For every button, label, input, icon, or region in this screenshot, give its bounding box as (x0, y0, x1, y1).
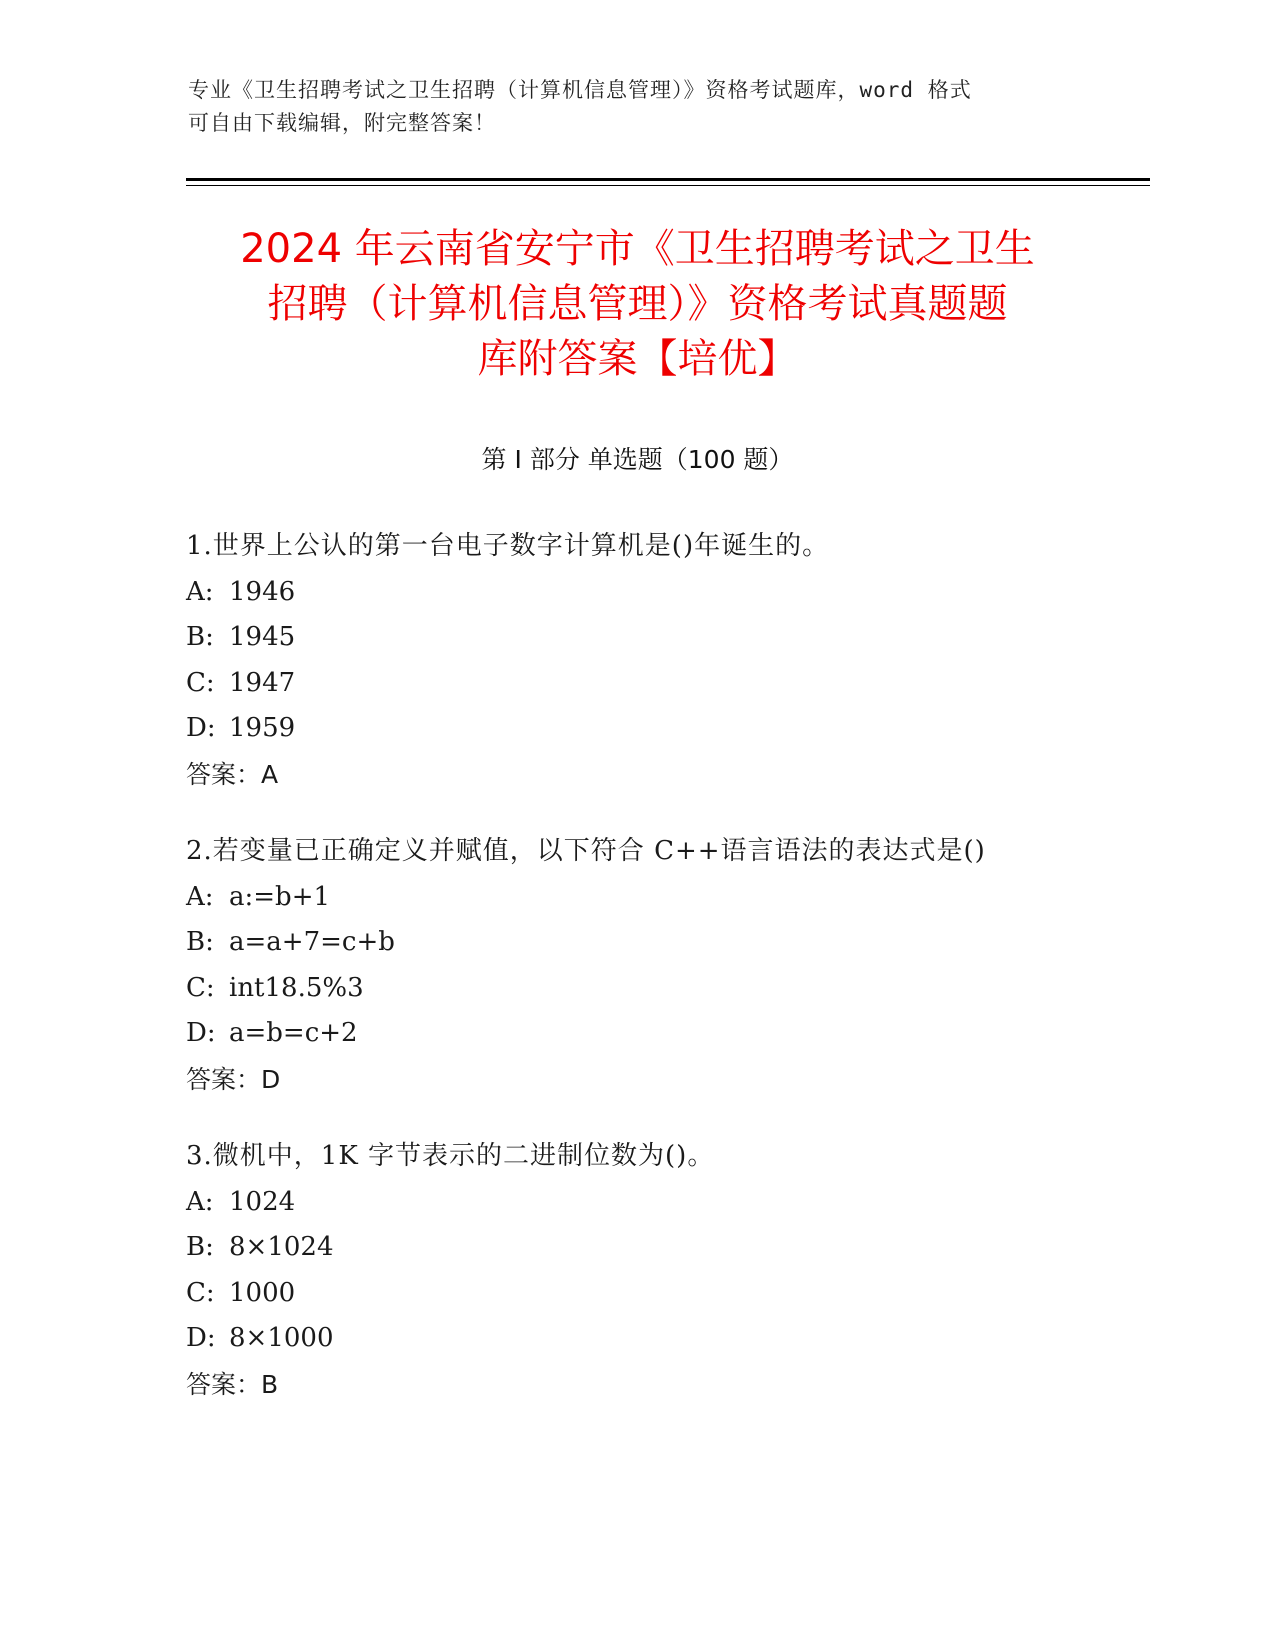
header-line-2: 可自由下载编辑，附完整答案！ (188, 111, 496, 135)
option-b (186, 1225, 1166, 1271)
option-b (186, 920, 1166, 966)
option-c (186, 1271, 1166, 1317)
option-text: a=b=c+2 (229, 1018, 358, 1048)
option-text: a:=b+1 (229, 881, 331, 912)
option-b (186, 615, 1166, 661)
section-heading: 第 I 部分 单选题（100 题） (481, 445, 794, 474)
option-letter: B: (186, 1232, 214, 1262)
option-letter: B: (186, 927, 214, 957)
question-2 (186, 829, 1166, 1102)
option-text: 1959 (229, 713, 296, 743)
document-title (150, 222, 1125, 387)
question-1 (186, 524, 1166, 797)
option-text: 1945 (229, 622, 296, 652)
header-divider-thick (186, 178, 1150, 181)
option-a (186, 570, 1166, 616)
document-header-note (188, 74, 1088, 140)
question-stem: 1.世界上公认的第一台电子数字计算机是()年诞生的。 (186, 531, 830, 561)
option-d (186, 706, 1166, 752)
question-stem: 2.若变量已正确定义并赋值，以下符合 C++语言语法的表达式是() (186, 836, 986, 866)
option-letter: A: (186, 881, 214, 912)
option-d (186, 1316, 1166, 1362)
option-a (186, 875, 1166, 921)
option-text: 1024 (229, 1186, 296, 1217)
option-text: 1000 (229, 1277, 296, 1308)
answer-line: 答案：D (186, 1064, 281, 1094)
option-letter: B: (186, 622, 214, 652)
question-list (186, 524, 1166, 1439)
option-text: 1946 (229, 576, 296, 607)
answer-line: 答案：B (186, 1369, 279, 1399)
option-text: 8×1000 (229, 1323, 334, 1353)
option-d (186, 1011, 1166, 1057)
option-text: 8×1024 (229, 1232, 334, 1262)
option-letter: A: (186, 576, 214, 607)
title-line-1: 2024 年云南省安宁市《卫生招聘考试之卫生 (240, 226, 1035, 272)
question-stem: 3.微机中，1K 字节表示的二进制位数为()。 (186, 1141, 715, 1171)
option-a (186, 1180, 1166, 1226)
header-divider-thin (186, 185, 1150, 186)
question-3 (186, 1134, 1166, 1407)
option-text: int18.5%3 (229, 972, 364, 1003)
option-letter: C: (186, 667, 215, 698)
option-letter: D: (186, 713, 216, 743)
option-letter: C: (186, 972, 215, 1003)
option-letter: A: (186, 1186, 214, 1217)
option-letter: C: (186, 1277, 215, 1308)
answer-line: 答案：A (186, 759, 279, 789)
title-line-3: 库附答案【培优】 (477, 336, 798, 382)
option-text: 1947 (229, 667, 296, 698)
option-c (186, 661, 1166, 707)
title-line-2: 招聘（计算机信息管理）》资格考试真题题 (267, 281, 1008, 327)
option-text: a=a+7=c+b (229, 927, 395, 957)
header-line-1: 专业《卫生招聘考试之卫生招聘（计算机信息管理）》资格考试题库，word 格式 (188, 78, 972, 102)
option-letter: D: (186, 1323, 216, 1353)
option-letter: D: (186, 1018, 216, 1048)
option-c (186, 966, 1166, 1012)
